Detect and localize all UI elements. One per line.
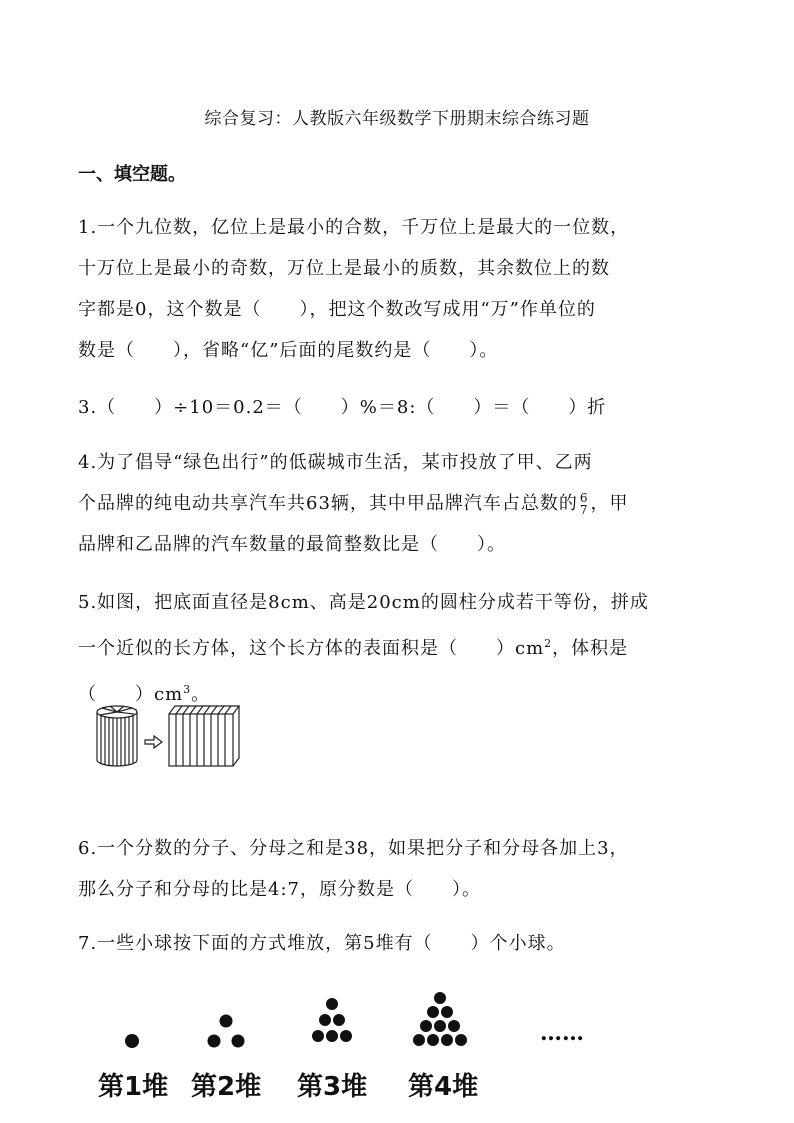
q5-line-2-tail: ，体积是: [552, 638, 629, 659]
page-title: 综合复习：人教版六年级数学下册期末综合练习题: [204, 109, 590, 129]
question-5: [78, 582, 728, 715]
fraction-six-sevenths: [580, 492, 589, 516]
stack-3-balls: [312, 998, 352, 1042]
stack-4-balls: [413, 992, 467, 1046]
question-1: [78, 207, 728, 371]
stack-1-balls: [125, 1034, 139, 1048]
superscript-2: 2: [544, 637, 553, 650]
q4-line-2-tail: ，甲: [590, 493, 629, 514]
stack-label-3: 第3堆: [297, 1072, 368, 1102]
stack-label-1: 第1堆: [98, 1072, 169, 1102]
q6-line-1: 6.一个分数的分子、分母之和是38，如果把分子和分母各加上3，: [78, 838, 629, 859]
q4-line-3: 品牌和乙品牌的汽车数量的最简整数比是（ ）。: [78, 534, 506, 555]
q7-line-1: 7.一些小球按下面的方式堆放，第5堆有（ ）个小球。: [78, 933, 566, 954]
question-6: [78, 828, 728, 910]
q1-line-1: 1.一个九位数，亿位上是最小的合数，千万位上是最大的一位数，: [78, 217, 630, 238]
q4-line-2-text: 个品牌的纯电动共享汽车共63辆，其中甲品牌汽车占总数的: [78, 493, 578, 514]
stack-label-4: 第4堆: [408, 1072, 479, 1102]
stack-2-balls: [208, 1015, 245, 1048]
q5-line-3-tail: 。: [191, 684, 211, 705]
q4-line-1: 4.为了倡导“绿色出行”的低碳城市生活，某市投放了甲、乙两: [78, 452, 593, 473]
q1-line-3: 字都是0，这个数是（ ），把这个数改写成用“万”作单位的: [78, 299, 596, 320]
question-7: [78, 923, 728, 964]
stack-label-2: 第2堆: [191, 1072, 262, 1102]
q5-line-1: 5.如图，把底面直径是8cm、高是20cm的圆柱分成若干等份，拼成: [78, 592, 649, 613]
q3-line-1: 3.（ ）÷10＝0.2＝（ ）%＝8:（ ）＝（ ）折: [78, 397, 607, 418]
fraction-denominator: 7: [579, 503, 589, 517]
fraction-numerator: 6: [579, 491, 589, 505]
arrow-right-icon: [145, 736, 162, 748]
q1-line-2: 十万位上是最小的奇数，万位上是最小的质数，其余数位上的数: [78, 258, 610, 279]
section-heading: 一、填空题。: [78, 164, 186, 185]
cylinder-icon: [97, 706, 137, 766]
q1-line-4: 数是（ ），省略“亿”后面的尾数约是（ ）。: [78, 340, 499, 361]
q6-line-2: 那么分子和分母的比是4:7，原分数是（ ）。: [78, 879, 481, 900]
ball-stacks-figure: [0, 990, 794, 1060]
q5-line-3-text: （ ）cm: [78, 684, 184, 705]
question-3: [78, 387, 728, 428]
cuboid-icon: [169, 706, 239, 766]
question-4: [78, 442, 728, 565]
superscript-3: 3: [183, 683, 192, 696]
q5-line-2-text: 一个近似的长方体，这个长方体的表面积是（ ）cm: [78, 638, 545, 659]
continuation-dots: ……: [540, 1020, 584, 1046]
q4-line-2: [78, 483, 728, 524]
q5-line-2: [78, 623, 728, 669]
cylinder-to-cuboid-figure: [92, 700, 252, 772]
